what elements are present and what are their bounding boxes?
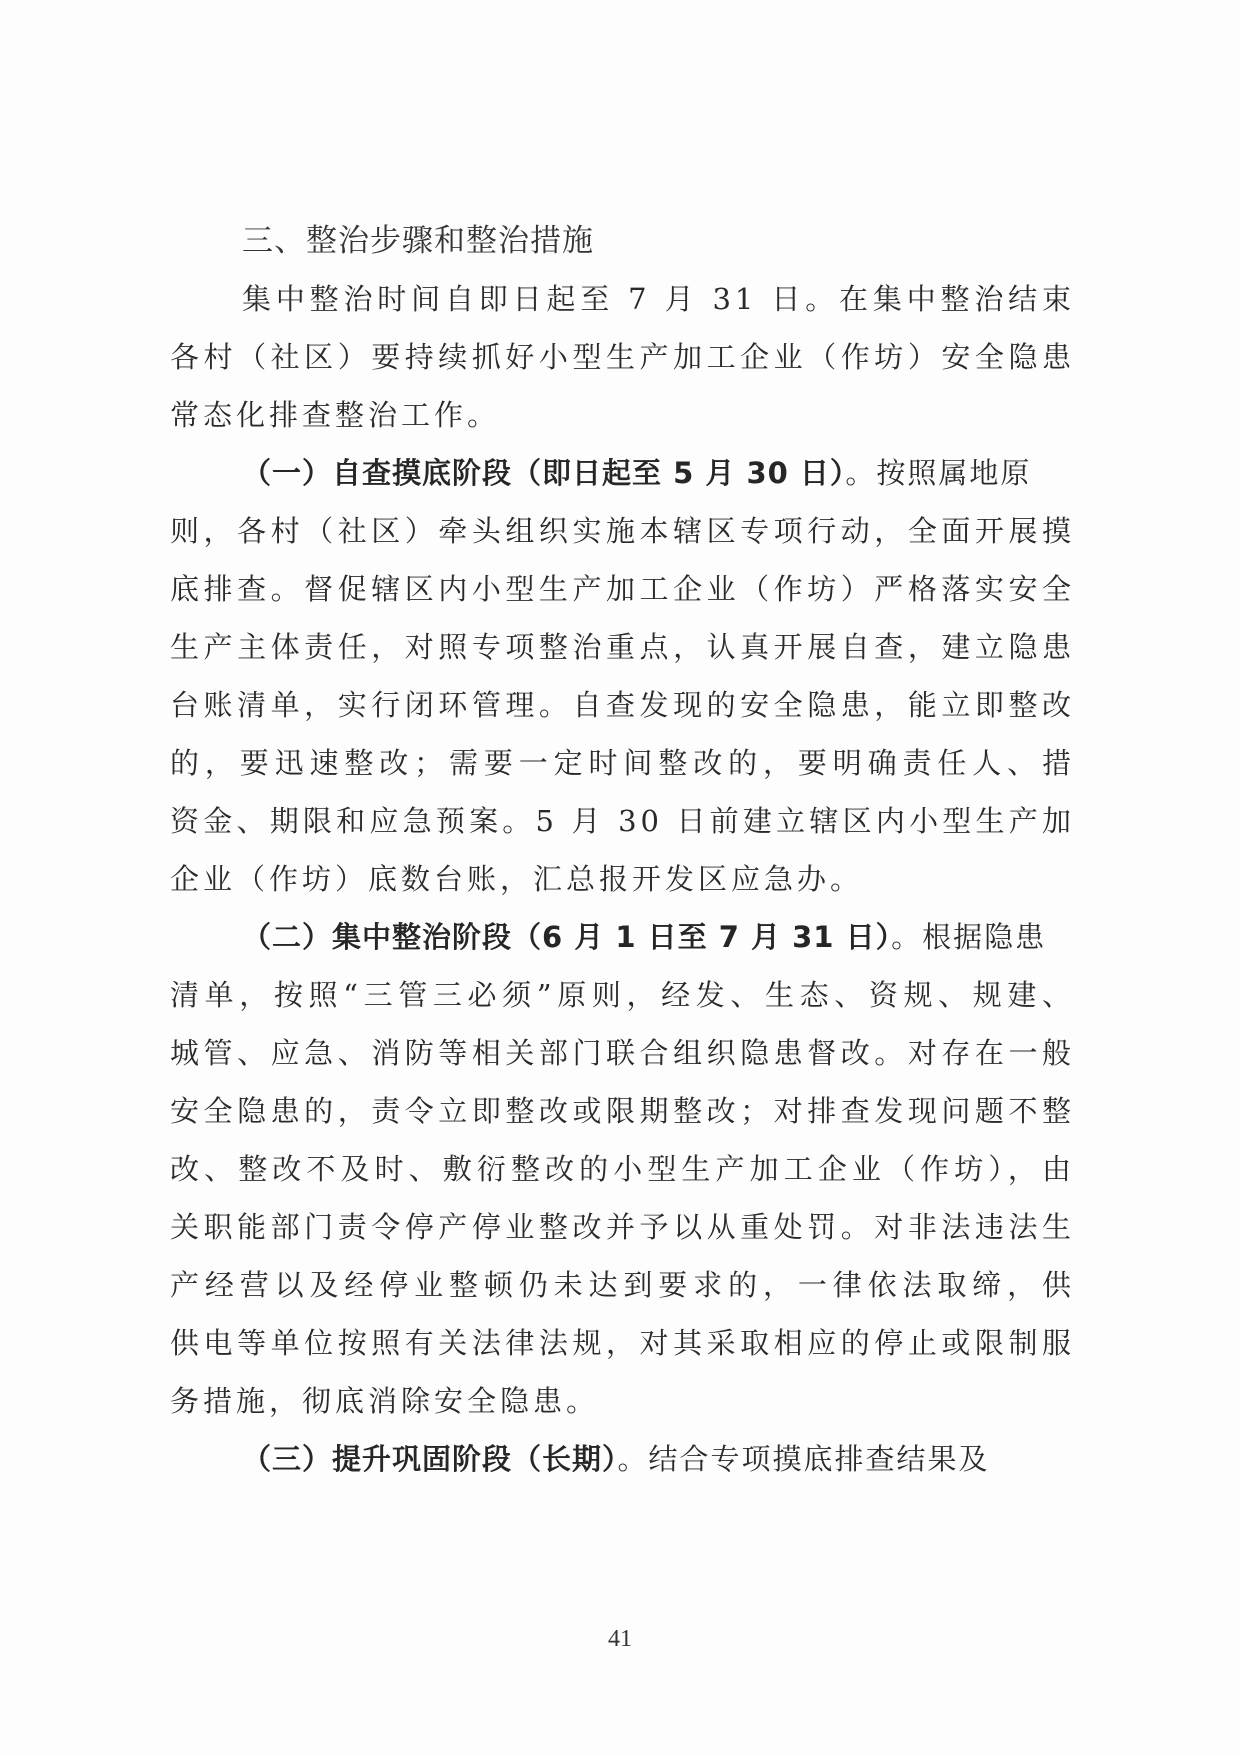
stage2-line: 城管、应急、消防等相关部门联合组织隐患督改。对存在一般: [170, 1036, 1075, 1070]
stage2-line: 安全隐患的，责令立即整改或限期整改；对排查发现问题不整: [170, 1094, 1075, 1128]
stage2-line: 供电等单位按照有关法律法规，对其采取相应的停止或限制服: [170, 1326, 1075, 1360]
stage1-line: 生产主体责任，对照专项整治重点，认真开展自查，建立隐患: [170, 630, 1075, 664]
stage1-heading: （一）自查摸底阶段（即日起至 5 月 30 日）: [242, 456, 846, 490]
stage1-line: 则，各村（社区）牵头组织实施本辖区专项行动，全面开展摸: [170, 514, 1075, 548]
stage1-line: 底排查。督促辖区内小型生产加工企业（作坊）严格落实安全: [170, 572, 1075, 606]
stage2-line: 务措施，彻底消除安全隐患。: [170, 1384, 600, 1418]
stage2-line: 清单，按照“三管三必须”原则，经发、生态、资规、规建、: [170, 978, 1075, 1012]
section-title: 三、整治步骤和整治措施: [242, 223, 594, 259]
page-number: 41: [608, 1626, 632, 1652]
stage2-first-line: [170, 908, 1075, 966]
stage3-first-line: [170, 1430, 1075, 1488]
stage1-first-rest: 。按照属地原: [845, 456, 1032, 490]
intro-line: 常态化排查整治工作。: [170, 398, 501, 432]
stage1-line: 企业（作坊）底数台账，汇总报开发区应急办。: [170, 862, 864, 896]
stage2-heading: （二）集中整治阶段（6 月 1 日至 7 月 31 日）: [242, 920, 892, 954]
intro-line: 集中整治时间自即日起至 7 月 31 日。在集中整治结束: [242, 282, 1075, 316]
stage3-heading: （三）提升巩固阶段（长期）: [242, 1442, 618, 1476]
stage2-first-rest: 。根据隐患: [891, 920, 1047, 954]
intro-line: 各村（社区）要持续抓好小型生产加工企业（作坊）安全隐患: [170, 340, 1075, 374]
stage2-line: 产经营以及经停业整顿仍未达到要求的，一律依法取缔，供: [170, 1268, 1075, 1302]
stage1-line: 资金、期限和应急预案。5 月 30 日前建立辖区内小型生产加: [170, 804, 1075, 838]
stage2-line: 改、整改不及时、敷衍整改的小型生产加工企业（作坊），由: [170, 1152, 1075, 1186]
stage3-first-rest: 。结合专项摸底排查结果及: [617, 1442, 990, 1476]
stage1-line: 台账清单，实行闭环管理。自查发现的安全隐患，能立即整改: [170, 688, 1075, 722]
document-body: [170, 212, 1075, 1488]
stage1-line: 的，要迅速整改；需要一定时间整改的，要明确责任人、措: [170, 746, 1075, 780]
stage1-first-line: [170, 444, 1075, 502]
stage2-line: 关职能部门责令停产停业整改并予以从重处罚。对非法违法生: [170, 1210, 1075, 1244]
